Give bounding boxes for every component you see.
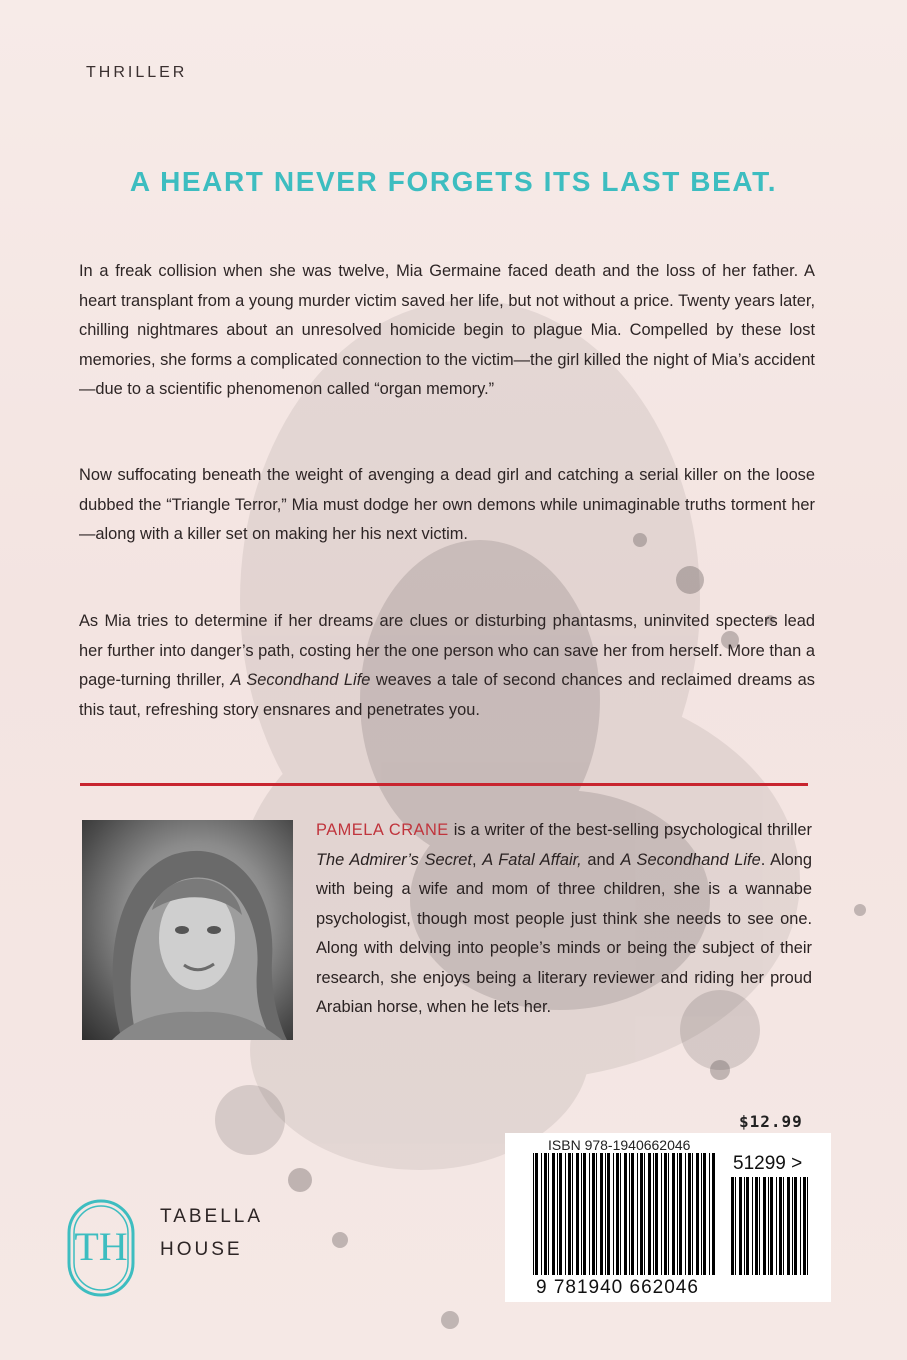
author-name: PAMELA CRANE — [316, 821, 449, 839]
barcode-bar — [565, 1153, 566, 1275]
barcode-bar — [755, 1177, 758, 1275]
barcode-bar — [688, 1153, 691, 1275]
book-title: A Secondhand Life — [620, 850, 761, 869]
barcode-bar — [759, 1177, 760, 1275]
barcode-bar — [792, 1177, 793, 1275]
barcode-bar — [592, 1153, 595, 1275]
barcode-bar — [620, 1153, 621, 1275]
barcode-bar — [644, 1153, 645, 1275]
barcode-bar — [631, 1153, 634, 1275]
bio-text: is a writer of the best-selling psychological thriller — [448, 821, 812, 839]
barcode-bar — [703, 1153, 706, 1275]
blurb-text: As Mia tries to determine if her dreams are clues or disturbing phantasms, uninvited specters lead her further into danger’s path, costing her the one person who can save her from herself. More than a page-turning thriller, — [79, 612, 815, 689]
barcode-bar — [672, 1153, 675, 1275]
barcode-bar — [661, 1153, 662, 1275]
barcode-bar — [568, 1153, 571, 1275]
barcode-bar — [583, 1153, 586, 1275]
publisher-name — [160, 1200, 263, 1266]
barcode-bar — [640, 1153, 643, 1275]
book-title: A Fatal Affair, — [482, 850, 582, 869]
author-photo — [82, 820, 293, 1040]
barcode-bar — [572, 1153, 573, 1275]
barcode-bar — [624, 1153, 627, 1275]
author-portrait-icon — [82, 820, 293, 1040]
bio-text: . Along with being a wife and mom of three children, she is a wannabe psychologist, though most people just think she needs to see one. Along with delving into people’s minds or being the subject of their research, she enjoys being a literary reviewer and riding her proud Arabian horse, when he lets her. — [316, 850, 812, 1016]
bio-text: and — [581, 850, 621, 869]
barcode-bar — [807, 1177, 808, 1275]
barcode-bar — [559, 1153, 562, 1275]
barcode-bar — [605, 1153, 606, 1275]
blurb-text: weaves a tale of second chances and reclaimed dreams as this taut, refreshing story ensnares and penetrates you. — [79, 671, 815, 719]
barcode-bar — [787, 1177, 790, 1275]
barcode-bar — [613, 1153, 614, 1275]
barcode-bar — [664, 1153, 667, 1275]
barcode-bar — [653, 1153, 654, 1275]
barcode-bar — [692, 1153, 693, 1275]
barcode-bar — [533, 1153, 534, 1275]
barcode-bar — [607, 1153, 610, 1275]
publisher-name-line: HOUSE — [160, 1239, 243, 1260]
book-title: The Admirer’s Secret — [316, 850, 472, 869]
blurb-paragraph — [79, 607, 815, 725]
barcode-bar — [709, 1153, 710, 1275]
barcode-bar — [576, 1153, 579, 1275]
barcode-bar — [685, 1153, 686, 1275]
barcode-bar — [600, 1153, 603, 1275]
barcode-bar — [800, 1177, 801, 1275]
publisher-name-line: TABELLA — [160, 1206, 264, 1227]
barcode-bar — [679, 1153, 682, 1275]
publisher-logo-icon — [66, 1198, 136, 1298]
barcode-bar — [552, 1153, 555, 1275]
logo-letters: TH — [74, 1224, 128, 1269]
barcode-bar — [548, 1153, 549, 1275]
barcode-bar — [629, 1153, 630, 1275]
barcode-bar — [544, 1153, 547, 1275]
barcode-bar — [596, 1153, 597, 1275]
barcode-bar — [677, 1153, 678, 1275]
divider-rule — [80, 783, 808, 786]
price-label: $12.99 — [739, 1112, 803, 1131]
price-addon-code: 51299 > — [733, 1153, 803, 1174]
barcode-bar — [655, 1153, 658, 1275]
barcode-bar — [731, 1177, 734, 1275]
barcode-bar — [589, 1153, 590, 1275]
barcode-bar — [776, 1177, 777, 1275]
barcode-bar — [794, 1177, 797, 1275]
barcode-bar — [744, 1177, 745, 1275]
barcode-bar — [768, 1177, 769, 1275]
barcode-bar — [783, 1177, 784, 1275]
barcode-bar — [770, 1177, 773, 1275]
ean-digits: 9 781940 662046 — [536, 1277, 699, 1298]
barcode-bar — [557, 1153, 558, 1275]
isbn-label: ISBN 978-1940662046 — [548, 1137, 691, 1153]
barcode-bar — [616, 1153, 619, 1275]
genre-label: THRILLER — [86, 64, 188, 81]
barcode-bar — [803, 1177, 806, 1275]
barcode-bar — [668, 1153, 669, 1275]
barcode-bar — [581, 1153, 582, 1275]
blurb-paragraph: In a freak collision when she was twelve, Mia Germaine faced death and the loss of her father. A heart transplant from a young murder victim saved her life, but not without a price. Twenty years later, chilling nightmares about an unresolved homicide begin to plague Mia. Compelled by these lost memories, she forms a complicated connection to the victim—the girl killed the night of Mia’s accident—due to a scientific phenomenon called “organ memory.” — [79, 262, 815, 398]
bio-text: , — [471, 850, 483, 869]
barcode-bar — [541, 1153, 542, 1275]
blurb-paragraph: Now suffocating beneath the weight of avenging a dead girl and catching a serial killer on the loose dubbed the “Triangle Terror,” Mia must dodge her own demons while unimaginable truths torment her—along with a killer set on making her his next victim. — [79, 466, 815, 543]
barcode-bar — [648, 1153, 651, 1275]
tagline: A HEART NEVER FORGETS ITS LAST BEAT. — [129, 166, 778, 197]
barcode-bar — [712, 1153, 715, 1275]
barcode-bar — [752, 1177, 753, 1275]
barcode-bar — [739, 1177, 742, 1275]
barcode-bar — [535, 1153, 538, 1275]
barcode-bar — [779, 1177, 782, 1275]
barcode-bar — [637, 1153, 638, 1275]
book-title: A Secondhand Life — [230, 671, 371, 689]
barcode-bar — [746, 1177, 749, 1275]
barcode-bar — [701, 1153, 702, 1275]
barcode-bar — [735, 1177, 736, 1275]
author-bio — [316, 816, 812, 1023]
barcode-bar — [763, 1177, 766, 1275]
barcode-bar — [696, 1153, 699, 1275]
